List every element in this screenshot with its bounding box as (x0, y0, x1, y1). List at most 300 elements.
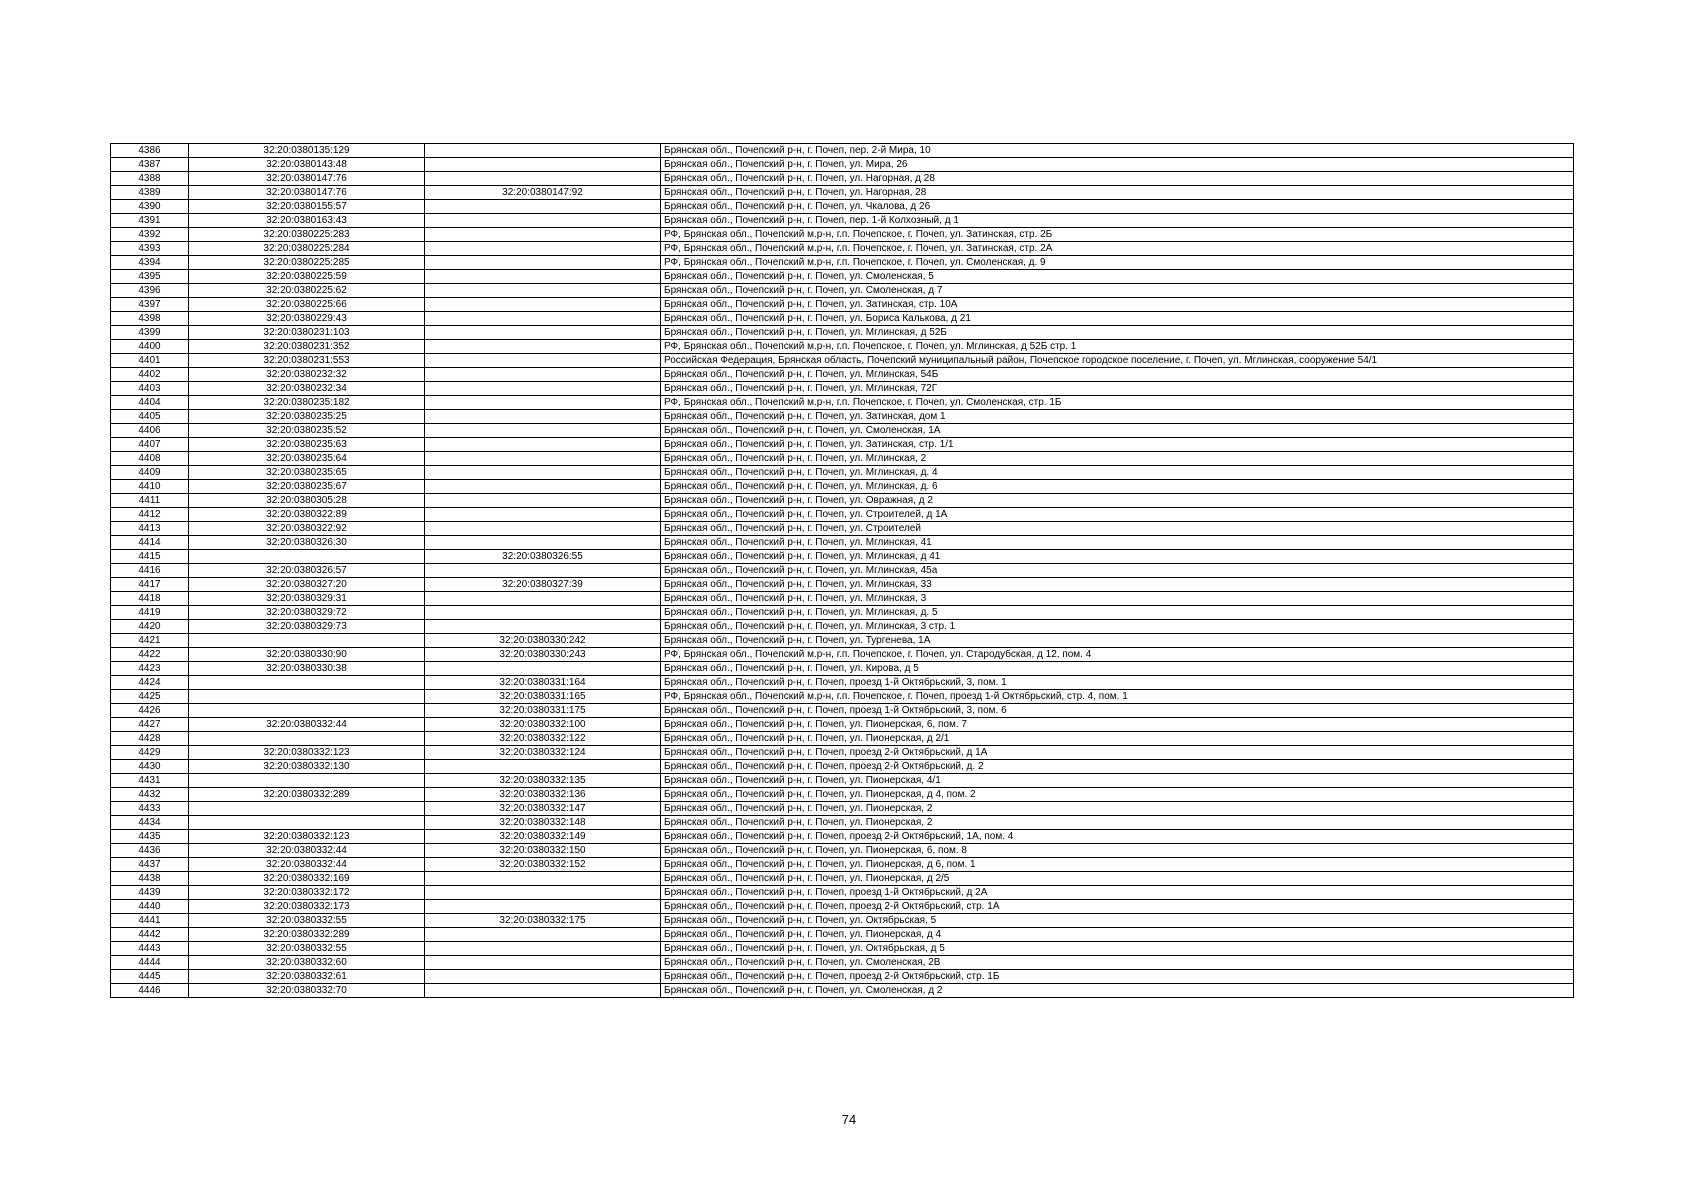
cadastral-number-cell: 32:20:0380326:30 (189, 536, 425, 550)
cadastral-number-cell: 32:20:0380332:289 (189, 928, 425, 942)
cadastral-number-cell: 32:20:0380232:34 (189, 382, 425, 396)
address-cell: Брянская обл., Почепский р-н, г. Почеп, ул. Октябрьская, д 5 (661, 942, 1574, 956)
parent-cadastral-number-cell (425, 256, 661, 270)
table-row (111, 368, 1574, 382)
address-cell: РФ, Брянская обл., Почепский м.р-н, г.п. Почепское, г. Почеп, ул. Мглинская, д 52Б стр. 1 (661, 340, 1574, 354)
cadastral-number-cell: 32:20:0380235:52 (189, 424, 425, 438)
row-number-cell: 4434 (111, 816, 189, 830)
address-cell: РФ, Брянская обл., Почепский м.р-н, г.п. Почепское, г. Почеп, ул. Затинская, стр. 2Б (661, 228, 1574, 242)
parent-cadastral-number-cell: 32:20:0380332:135 (425, 774, 661, 788)
cadastral-number-cell: 32:20:0380332:123 (189, 830, 425, 844)
parent-cadastral-number-cell (425, 494, 661, 508)
row-number-cell: 4436 (111, 844, 189, 858)
page-number: 74 (841, 1112, 857, 1127)
cadastral-number-cell: 32:20:0380330:90 (189, 648, 425, 662)
row-number-cell: 4399 (111, 326, 189, 340)
address-cell: Брянская обл., Почепский р-н, г. Почеп, проезд 2-й Октябрьский, д 1А (661, 746, 1574, 760)
cadastral-number-cell: 32:20:0380147:76 (189, 186, 425, 200)
row-number-cell: 4440 (111, 900, 189, 914)
row-number-cell: 4438 (111, 872, 189, 886)
table-row (111, 452, 1574, 466)
table-row (111, 508, 1574, 522)
address-cell: Брянская обл., Почепский р-н, г. Почеп, проезд 2-й Октябрьский, стр. 1Б (661, 970, 1574, 984)
table-row (111, 858, 1574, 872)
parent-cadastral-number-cell: 32:20:0380332:100 (425, 718, 661, 732)
table-row (111, 438, 1574, 452)
cadastral-number-cell: 32:20:0380332:44 (189, 844, 425, 858)
row-number-cell: 4446 (111, 984, 189, 998)
table-row (111, 158, 1574, 172)
table-row (111, 382, 1574, 396)
cadastral-number-cell: 32:20:0380235:25 (189, 410, 425, 424)
cadastral-number-cell: 32:20:0380329:73 (189, 620, 425, 634)
address-cell: Брянская обл., Почепский р-н, г. Почеп, пер. 2-й Мира, 10 (661, 144, 1574, 158)
cadastral-number-cell (189, 676, 425, 690)
table-row (111, 984, 1574, 998)
table-row (111, 872, 1574, 886)
row-number-cell: 4388 (111, 172, 189, 186)
address-cell: Брянская обл., Почепский р-н, г. Почеп, ул. Пионерская, д 6, пом. 1 (661, 858, 1574, 872)
parent-cadastral-number-cell (425, 620, 661, 634)
parent-cadastral-number-cell: 32:20:0380332:152 (425, 858, 661, 872)
table-row (111, 228, 1574, 242)
row-number-cell: 4418 (111, 592, 189, 606)
table-row (111, 410, 1574, 424)
cadastral-number-cell: 32:20:0380332:123 (189, 746, 425, 760)
address-cell: Брянская обл., Почепский р-н, г. Почеп, ул. Мглинская, д 41 (661, 550, 1574, 564)
cadastral-number-cell: 32:20:0380332:173 (189, 900, 425, 914)
row-number-cell: 4387 (111, 158, 189, 172)
parent-cadastral-number-cell (425, 158, 661, 172)
row-number-cell: 4443 (111, 942, 189, 956)
cadastral-number-cell: 32:20:0380330:38 (189, 662, 425, 676)
row-number-cell: 4403 (111, 382, 189, 396)
parent-cadastral-number-cell: 32:20:0380332:175 (425, 914, 661, 928)
row-number-cell: 4432 (111, 788, 189, 802)
cadastral-number-cell: 32:20:0380147:76 (189, 172, 425, 186)
parent-cadastral-number-cell (425, 760, 661, 774)
row-number-cell: 4428 (111, 732, 189, 746)
parent-cadastral-number-cell (425, 466, 661, 480)
table-row (111, 732, 1574, 746)
parent-cadastral-number-cell (425, 326, 661, 340)
address-cell: Брянская обл., Почепский р-н, г. Почеп, ул. Октябрьская, 5 (661, 914, 1574, 928)
table-row (111, 312, 1574, 326)
address-cell: Брянская обл., Почепский р-н, г. Почеп, ул. Пионерская, д 4 (661, 928, 1574, 942)
cadastral-number-cell (189, 816, 425, 830)
address-cell: Брянская обл., Почепский р-н, г. Почеп, ул. Мглинская, д. 6 (661, 480, 1574, 494)
address-cell: Брянская обл., Почепский р-н, г. Почеп, ул. Мглинская, д. 5 (661, 606, 1574, 620)
table-row (111, 928, 1574, 942)
parent-cadastral-number-cell (425, 214, 661, 228)
cadastral-number-cell: 32:20:0380225:62 (189, 284, 425, 298)
cadastral-number-cell: 32:20:0380235:182 (189, 396, 425, 410)
cadastral-number-cell: 32:20:0380327:20 (189, 578, 425, 592)
parent-cadastral-number-cell (425, 872, 661, 886)
row-number-cell: 4407 (111, 438, 189, 452)
parent-cadastral-number-cell (425, 284, 661, 298)
address-cell: Брянская обл., Почепский р-н, г. Почеп, ул. Пионерская, 2 (661, 802, 1574, 816)
cadastral-number-cell: 32:20:0380235:65 (189, 466, 425, 480)
row-number-cell: 4439 (111, 886, 189, 900)
cadastral-number-cell (189, 550, 425, 564)
address-cell: Брянская обл., Почепский р-н, г. Почеп, ул. Пионерская, 4/1 (661, 774, 1574, 788)
cadastral-number-cell: 32:20:0380155:57 (189, 200, 425, 214)
row-number-cell: 4392 (111, 228, 189, 242)
row-number-cell: 4397 (111, 298, 189, 312)
cadastral-number-cell: 32:20:0380225:66 (189, 298, 425, 312)
cadastral-number-cell: 32:20:0380305:28 (189, 494, 425, 508)
cadastral-number-cell: 32:20:0380332:172 (189, 886, 425, 900)
address-cell: Брянская обл., Почепский р-н, г. Почеп, ул. Овражная, д 2 (661, 494, 1574, 508)
row-number-cell: 4421 (111, 634, 189, 648)
row-number-cell: 4441 (111, 914, 189, 928)
address-cell: Брянская обл., Почепский р-н, г. Почеп, ул. Нагорная, д 28 (661, 172, 1574, 186)
table-row (111, 424, 1574, 438)
address-cell: Брянская обл., Почепский р-н, г. Почеп, ул. Мглинская, 2 (661, 452, 1574, 466)
parent-cadastral-number-cell (425, 452, 661, 466)
parent-cadastral-number-cell (425, 340, 661, 354)
table-row (111, 326, 1574, 340)
address-cell: Российская Федерация, Брянская область, Почепский муниципальный район, Почепское городское поселение, г. Почеп, ул. Мглинская, сооружение 54/1 (661, 354, 1574, 368)
row-number-cell: 4401 (111, 354, 189, 368)
address-cell: Брянская обл., Почепский р-н, г. Почеп, ул. Чкалова, д 26 (661, 200, 1574, 214)
registry-table (110, 143, 1574, 998)
parent-cadastral-number-cell: 32:20:0380332:148 (425, 816, 661, 830)
cadastral-number-cell: 32:20:0380332:289 (189, 788, 425, 802)
parent-cadastral-number-cell (425, 368, 661, 382)
cadastral-number-cell: 32:20:0380231:553 (189, 354, 425, 368)
parent-cadastral-number-cell (425, 144, 661, 158)
table-row (111, 522, 1574, 536)
parent-cadastral-number-cell (425, 928, 661, 942)
cadastral-number-cell: 32:20:0380332:60 (189, 956, 425, 970)
table-row (111, 242, 1574, 256)
parent-cadastral-number-cell (425, 970, 661, 984)
address-cell: РФ, Брянская обл., Почепский м.р-н, г.п. Почепское, г. Почеп, ул. Затинская, стр. 2А (661, 242, 1574, 256)
row-number-cell: 4391 (111, 214, 189, 228)
address-cell: Брянская обл., Почепский р-н, г. Почеп, ул. Кирова, д 5 (661, 662, 1574, 676)
parent-cadastral-number-cell: 32:20:0380327:39 (425, 578, 661, 592)
cadastral-number-cell (189, 634, 425, 648)
table-row (111, 200, 1574, 214)
parent-cadastral-number-cell: 32:20:0380330:243 (425, 648, 661, 662)
parent-cadastral-number-cell: 32:20:0380332:124 (425, 746, 661, 760)
address-cell: Брянская обл., Почепский р-н, г. Почеп, ул. Мглинская, 54Б (661, 368, 1574, 382)
row-number-cell: 4417 (111, 578, 189, 592)
address-cell: Брянская обл., Почепский р-н, г. Почеп, проезд 2-й Октябрьский, д. 2 (661, 760, 1574, 774)
parent-cadastral-number-cell (425, 984, 661, 998)
cadastral-number-cell: 32:20:0380229:43 (189, 312, 425, 326)
address-cell: Брянская обл., Почепский р-н, г. Почеп, ул. Затинская, стр. 10А (661, 298, 1574, 312)
table-row (111, 270, 1574, 284)
cadastral-number-cell: 32:20:0380135:129 (189, 144, 425, 158)
address-cell: Брянская обл., Почепский р-н, г. Почеп, ул. Строителей, д 1А (661, 508, 1574, 522)
table-row (111, 844, 1574, 858)
registry-table-body (111, 144, 1574, 998)
table-row (111, 802, 1574, 816)
cadastral-number-cell (189, 704, 425, 718)
table-row (111, 914, 1574, 928)
row-number-cell: 4425 (111, 690, 189, 704)
parent-cadastral-number-cell (425, 396, 661, 410)
table-row (111, 592, 1574, 606)
table-row (111, 298, 1574, 312)
table-row (111, 578, 1574, 592)
address-cell: РФ, Брянская обл., Почепский м.р-н, г.п. Почепское, г. Почеп, ул. Смоленская, стр. 1Б (661, 396, 1574, 410)
row-number-cell: 4414 (111, 536, 189, 550)
parent-cadastral-number-cell: 32:20:0380332:150 (425, 844, 661, 858)
cadastral-number-cell (189, 802, 425, 816)
address-cell: Брянская обл., Почепский р-н, г. Почеп, ул. Смоленская, д 2 (661, 984, 1574, 998)
address-cell: Брянская обл., Почепский р-н, г. Почеп, ул. Смоленская, 1А (661, 424, 1574, 438)
cadastral-number-cell: 32:20:0380332:55 (189, 942, 425, 956)
parent-cadastral-number-cell (425, 592, 661, 606)
cadastral-number-cell: 32:20:0380235:63 (189, 438, 425, 452)
parent-cadastral-number-cell (425, 410, 661, 424)
address-cell: Брянская обл., Почепский р-н, г. Почеп, ул. Тургенева, 1А (661, 634, 1574, 648)
cadastral-number-cell: 32:20:0380235:67 (189, 480, 425, 494)
address-cell: Брянская обл., Почепский р-н, г. Почеп, ул. Мглинская, 72Г (661, 382, 1574, 396)
parent-cadastral-number-cell: 32:20:0380331:164 (425, 676, 661, 690)
address-cell: Брянская обл., Почепский р-н, г. Почеп, ул. Пионерская, 6, пом. 7 (661, 718, 1574, 732)
address-cell: Брянская обл., Почепский р-н, г. Почеп, ул. Мглинская, 41 (661, 536, 1574, 550)
address-cell: Брянская обл., Почепский р-н, г. Почеп, ул. Смоленская, 2В (661, 956, 1574, 970)
table-row (111, 662, 1574, 676)
cadastral-number-cell (189, 774, 425, 788)
row-number-cell: 4402 (111, 368, 189, 382)
address-cell: Брянская обл., Почепский р-н, г. Почеп, ул. Пионерская, 2 (661, 816, 1574, 830)
table-row (111, 550, 1574, 564)
table-row (111, 396, 1574, 410)
address-cell: Брянская обл., Почепский р-н, г. Почеп, ул. Мглинская, 45а (661, 564, 1574, 578)
table-row (111, 746, 1574, 760)
parent-cadastral-number-cell (425, 956, 661, 970)
address-cell: Брянская обл., Почепский р-н, г. Почеп, ул. Пионерская, д 2/1 (661, 732, 1574, 746)
parent-cadastral-number-cell: 32:20:0380332:149 (425, 830, 661, 844)
cadastral-number-cell: 32:20:0380332:61 (189, 970, 425, 984)
parent-cadastral-number-cell (425, 228, 661, 242)
table-row (111, 900, 1574, 914)
row-number-cell: 4389 (111, 186, 189, 200)
parent-cadastral-number-cell (425, 522, 661, 536)
address-cell: Брянская обл., Почепский р-н, г. Почеп, ул. Мглинская, 3 (661, 592, 1574, 606)
cadastral-number-cell: 32:20:0380332:44 (189, 858, 425, 872)
address-cell: Брянская обл., Почепский р-н, г. Почеп, ул. Пионерская, 6, пом. 8 (661, 844, 1574, 858)
row-number-cell: 4412 (111, 508, 189, 522)
row-number-cell: 4420 (111, 620, 189, 634)
parent-cadastral-number-cell (425, 606, 661, 620)
row-number-cell: 4408 (111, 452, 189, 466)
parent-cadastral-number-cell: 32:20:0380331:165 (425, 690, 661, 704)
cadastral-number-cell: 32:20:0380225:284 (189, 242, 425, 256)
cadastral-number-cell: 32:20:0380143:48 (189, 158, 425, 172)
row-number-cell: 4422 (111, 648, 189, 662)
row-number-cell: 4400 (111, 340, 189, 354)
cadastral-number-cell: 32:20:0380332:70 (189, 984, 425, 998)
cadastral-number-cell: 32:20:0380232:32 (189, 368, 425, 382)
parent-cadastral-number-cell (425, 200, 661, 214)
address-cell: Брянская обл., Почепский р-н, г. Почеп, проезд 1-й Октябрьский, 3, пом. 1 (661, 676, 1574, 690)
table-row (111, 886, 1574, 900)
row-number-cell: 4430 (111, 760, 189, 774)
table-row (111, 186, 1574, 200)
cadastral-number-cell (189, 690, 425, 704)
row-number-cell: 4426 (111, 704, 189, 718)
address-cell: Брянская обл., Почепский р-н, г. Почеп, ул. Нагорная, 28 (661, 186, 1574, 200)
parent-cadastral-number-cell (425, 508, 661, 522)
row-number-cell: 4406 (111, 424, 189, 438)
parent-cadastral-number-cell (425, 172, 661, 186)
address-cell: Брянская обл., Почепский р-н, г. Почеп, проезд 1-й Октябрьский, д 2А (661, 886, 1574, 900)
table-row (111, 606, 1574, 620)
cadastral-number-cell: 32:20:0380225:285 (189, 256, 425, 270)
parent-cadastral-number-cell (425, 438, 661, 452)
address-cell: Брянская обл., Почепский р-н, г. Почеп, ул. Пионерская, д 2/5 (661, 872, 1574, 886)
row-number-cell: 4437 (111, 858, 189, 872)
parent-cadastral-number-cell (425, 942, 661, 956)
row-number-cell: 4423 (111, 662, 189, 676)
table-row (111, 648, 1574, 662)
row-number-cell: 4395 (111, 270, 189, 284)
address-cell: РФ, Брянская обл., Почепский м.р-н, г.п. Почепское, г. Почеп, ул. Смоленская, д. 9 (661, 256, 1574, 270)
table-row (111, 172, 1574, 186)
cadastral-number-cell: 32:20:0380332:55 (189, 914, 425, 928)
row-number-cell: 4435 (111, 830, 189, 844)
table-row (111, 676, 1574, 690)
cadastral-number-cell: 32:20:0380326:57 (189, 564, 425, 578)
table-row (111, 284, 1574, 298)
cadastral-number-cell: 32:20:0380329:72 (189, 606, 425, 620)
parent-cadastral-number-cell (425, 480, 661, 494)
parent-cadastral-number-cell: 32:20:0380330:242 (425, 634, 661, 648)
address-cell: Брянская обл., Почепский р-н, г. Почеп, проезд 2-й Октябрьский, стр. 1А (661, 900, 1574, 914)
parent-cadastral-number-cell (425, 382, 661, 396)
row-number-cell: 4410 (111, 480, 189, 494)
row-number-cell: 4427 (111, 718, 189, 732)
table-row (111, 956, 1574, 970)
row-number-cell: 4419 (111, 606, 189, 620)
table-row (111, 816, 1574, 830)
address-cell: Брянская обл., Почепский р-н, г. Почеп, ул. Затинская, дом 1 (661, 410, 1574, 424)
row-number-cell: 4429 (111, 746, 189, 760)
cadastral-number-cell: 32:20:0380235:64 (189, 452, 425, 466)
table-row (111, 760, 1574, 774)
address-cell: РФ, Брянская обл., Почепский м.р-н, г.п. Почепское, г. Почеп, ул. Стародубская, д 12, пом. 4 (661, 648, 1574, 662)
address-cell: Брянская обл., Почепский р-н, г. Почеп, ул. Смоленская, 5 (661, 270, 1574, 284)
parent-cadastral-number-cell (425, 886, 661, 900)
row-number-cell: 4398 (111, 312, 189, 326)
parent-cadastral-number-cell (425, 536, 661, 550)
address-cell: Брянская обл., Почепский р-н, г. Почеп, проезд 1-й Октябрьский, 3, пом. 6 (661, 704, 1574, 718)
row-number-cell: 4444 (111, 956, 189, 970)
table-row (111, 340, 1574, 354)
address-cell: Брянская обл., Почепский р-н, г. Почеп, ул. Мглинская, 3 стр. 1 (661, 620, 1574, 634)
cadastral-number-cell: 32:20:0380225:59 (189, 270, 425, 284)
table-row (111, 942, 1574, 956)
table-row (111, 480, 1574, 494)
parent-cadastral-number-cell: 32:20:0380332:122 (425, 732, 661, 746)
parent-cadastral-number-cell (425, 662, 661, 676)
address-cell: РФ, Брянская обл., Почепский м.р-н, г.п. Почепское, г. Почеп, проезд 1-й Октябрьский, стр. 4, пом. 1 (661, 690, 1574, 704)
cadastral-number-cell: 32:20:0380231:103 (189, 326, 425, 340)
row-number-cell: 4416 (111, 564, 189, 578)
table-row (111, 774, 1574, 788)
row-number-cell: 4396 (111, 284, 189, 298)
parent-cadastral-number-cell (425, 424, 661, 438)
parent-cadastral-number-cell (425, 312, 661, 326)
row-number-cell: 4424 (111, 676, 189, 690)
cadastral-number-cell: 32:20:0380332:169 (189, 872, 425, 886)
parent-cadastral-number-cell (425, 242, 661, 256)
address-cell: Брянская обл., Почепский р-н, г. Почеп, ул. Бориса Калькова, д 21 (661, 312, 1574, 326)
row-number-cell: 4394 (111, 256, 189, 270)
address-cell: Брянская обл., Почепский р-н, г. Почеп, ул. Мглинская, д 52Б (661, 326, 1574, 340)
row-number-cell: 4442 (111, 928, 189, 942)
table-row (111, 970, 1574, 984)
cadastral-number-cell: 32:20:0380332:44 (189, 718, 425, 732)
address-cell: Брянская обл., Почепский р-н, г. Почеп, проезд 2-й Октябрьский, 1А, пом. 4 (661, 830, 1574, 844)
table-row (111, 144, 1574, 158)
row-number-cell: 4411 (111, 494, 189, 508)
parent-cadastral-number-cell: 32:20:0380326:55 (425, 550, 661, 564)
row-number-cell: 4415 (111, 550, 189, 564)
parent-cadastral-number-cell (425, 564, 661, 578)
row-number-cell: 4405 (111, 410, 189, 424)
row-number-cell: 4431 (111, 774, 189, 788)
address-cell: Брянская обл., Почепский р-н, г. Почеп, ул. Мглинская, 33 (661, 578, 1574, 592)
parent-cadastral-number-cell (425, 270, 661, 284)
table-row (111, 494, 1574, 508)
table-row (111, 830, 1574, 844)
row-number-cell: 4390 (111, 200, 189, 214)
address-cell: Брянская обл., Почепский р-н, г. Почеп, ул. Смоленская, д 7 (661, 284, 1574, 298)
table-row (111, 214, 1574, 228)
address-cell: Брянская обл., Почепский р-н, г. Почеп, ул. Мглинская, д. 4 (661, 466, 1574, 480)
row-number-cell: 4404 (111, 396, 189, 410)
parent-cadastral-number-cell: 32:20:0380331:175 (425, 704, 661, 718)
table-row (111, 256, 1574, 270)
parent-cadastral-number-cell (425, 900, 661, 914)
cadastral-number-cell: 32:20:0380225:283 (189, 228, 425, 242)
parent-cadastral-number-cell (425, 298, 661, 312)
cadastral-number-cell: 32:20:0380231:352 (189, 340, 425, 354)
row-number-cell: 4433 (111, 802, 189, 816)
address-cell: Брянская обл., Почепский р-н, г. Почеп, ул. Строителей (661, 522, 1574, 536)
table-row (111, 634, 1574, 648)
cadastral-number-cell: 32:20:0380163:43 (189, 214, 425, 228)
parent-cadastral-number-cell: 32:20:0380332:136 (425, 788, 661, 802)
parent-cadastral-number-cell: 32:20:0380332:147 (425, 802, 661, 816)
address-cell: Брянская обл., Почепский р-н, г. Почеп, ул. Мира, 26 (661, 158, 1574, 172)
table-row (111, 718, 1574, 732)
table-row (111, 690, 1574, 704)
row-number-cell: 4386 (111, 144, 189, 158)
address-cell: Брянская обл., Почепский р-н, г. Почеп, ул. Пионерская, д 4, пом. 2 (661, 788, 1574, 802)
row-number-cell: 4445 (111, 970, 189, 984)
table-row (111, 466, 1574, 480)
row-number-cell: 4409 (111, 466, 189, 480)
table-row (111, 704, 1574, 718)
row-number-cell: 4393 (111, 242, 189, 256)
cadastral-number-cell: 32:20:0380329:31 (189, 592, 425, 606)
cadastral-number-cell (189, 732, 425, 746)
row-number-cell: 4413 (111, 522, 189, 536)
table-row (111, 354, 1574, 368)
cadastral-number-cell: 32:20:0380332:130 (189, 760, 425, 774)
address-cell: Брянская обл., Почепский р-н, г. Почеп, пер. 1-й Колхозный, д 1 (661, 214, 1574, 228)
parent-cadastral-number-cell (425, 354, 661, 368)
